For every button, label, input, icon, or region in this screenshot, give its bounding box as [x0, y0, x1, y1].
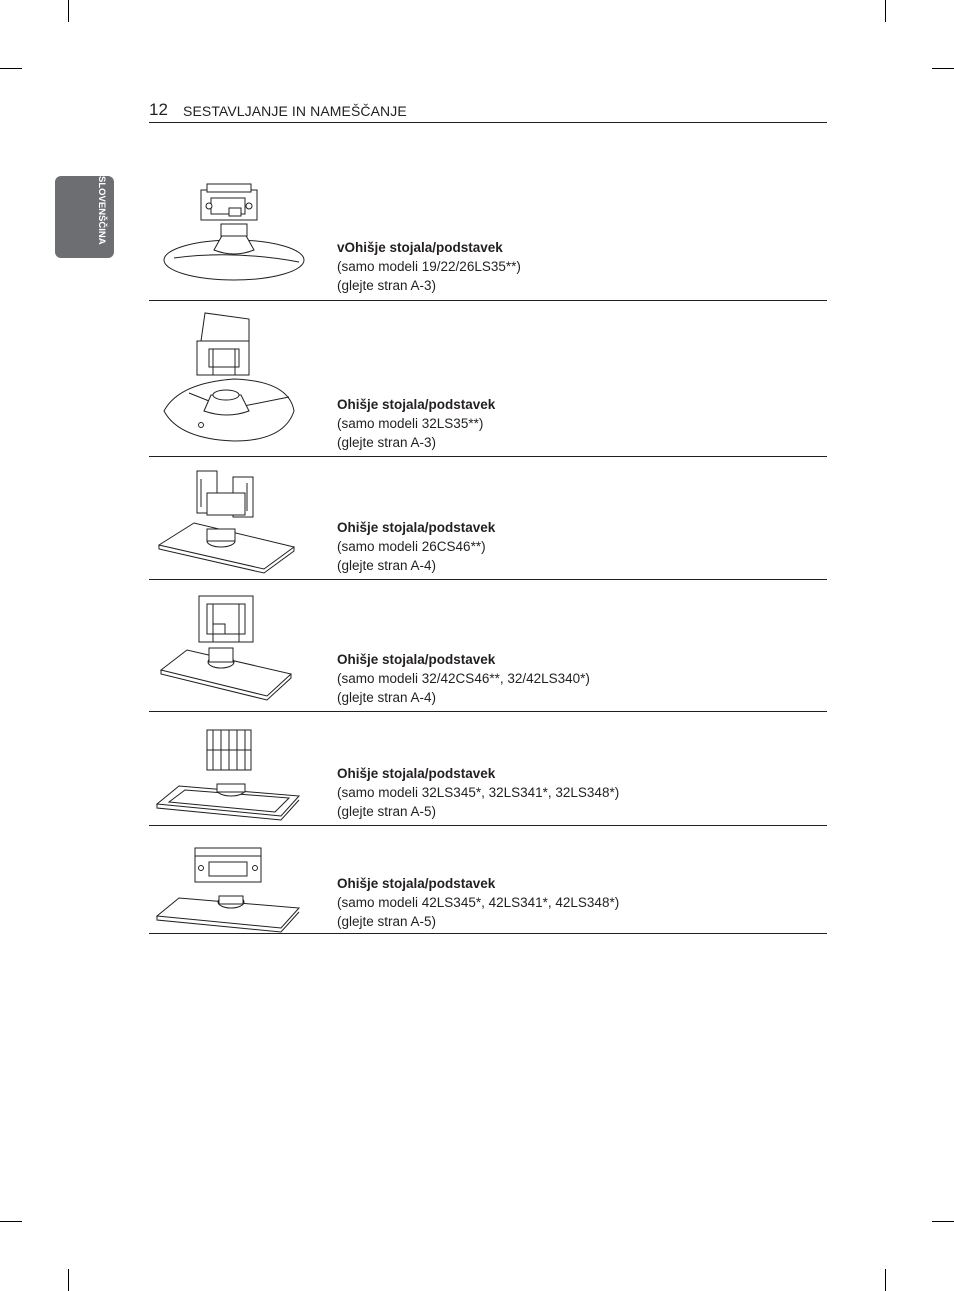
stand-illustration: [149, 301, 319, 456]
item-reference: (glejte stran A-4): [337, 558, 437, 573]
item-title: vOhišje stojala/podstavek: [337, 240, 503, 255]
stand-item: [149, 712, 827, 826]
language-tab-label: SLOVENŠČINA: [96, 176, 107, 245]
crop-mark: [885, 1269, 886, 1291]
item-reference: (glejte stran A-5): [337, 804, 437, 819]
crop-mark: [68, 1269, 69, 1291]
item-title: Ohišje stojala/podstavek: [337, 766, 496, 781]
item-title: Ohišje stojala/podstavek: [337, 397, 496, 412]
item-title: Ohišje stojala/podstavek: [337, 876, 496, 891]
item-title: Ohišje stojala/podstavek: [337, 520, 496, 535]
item-reference: (glejte stran A-3): [337, 435, 437, 450]
stand-illustration: [149, 180, 319, 300]
item-models: (samo modeli 32LS35**): [337, 416, 484, 431]
crop-mark: [68, 0, 69, 22]
crop-mark: [0, 1221, 22, 1222]
section-title: SESTAVLJANJE IN NAMEŠČANJE: [183, 103, 407, 119]
stand-illustration: [149, 457, 319, 579]
stand-item: [149, 180, 827, 301]
item-reference: (glejte stran A-5): [337, 914, 437, 929]
stand-illustration: [149, 712, 319, 825]
item-models: (samo modeli 32/42CS46**, 32/42LS340*): [337, 671, 590, 686]
item-models: (samo modeli 19/22/26LS35**): [337, 259, 521, 274]
stand-item: [149, 826, 827, 934]
item-reference: (glejte stran A-3): [337, 278, 437, 293]
item-models: (samo modeli 26CS46**): [337, 539, 486, 554]
item-models: (samo modeli 42LS345*, 42LS341*, 42LS348*): [337, 895, 620, 910]
item-title: Ohišje stojala/podstavek: [337, 652, 496, 667]
stand-illustration: [149, 580, 319, 711]
stand-item: [149, 457, 827, 580]
crop-mark: [885, 0, 886, 22]
page-number: 12: [149, 100, 168, 119]
stand-item: [149, 580, 827, 712]
crop-mark: [932, 68, 954, 69]
page-header: [149, 100, 827, 123]
stand-illustration: [149, 826, 319, 933]
stand-item: [149, 301, 827, 457]
crop-mark: [0, 68, 22, 69]
item-models: (samo modeli 32LS345*, 32LS341*, 32LS348*): [337, 785, 620, 800]
item-reference: (glejte stran A-4): [337, 690, 437, 705]
crop-mark: [932, 1221, 954, 1222]
